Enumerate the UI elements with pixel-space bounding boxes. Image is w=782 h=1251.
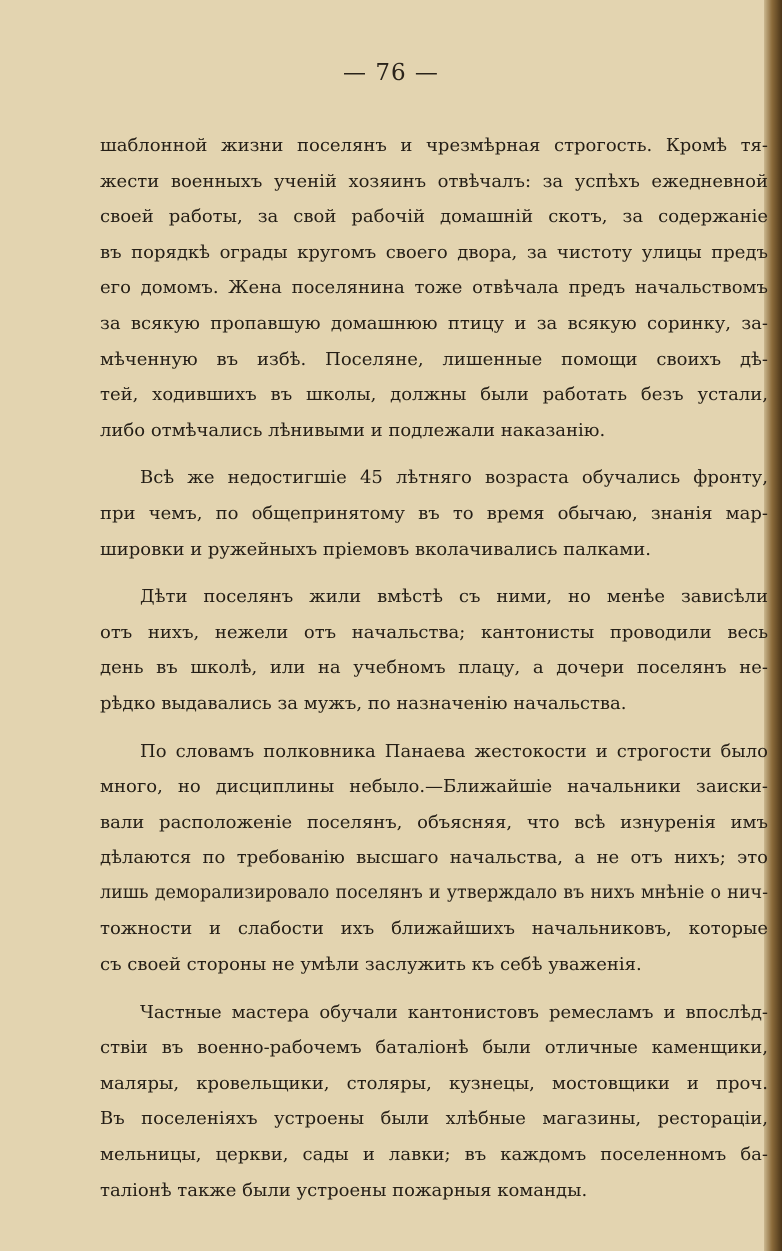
text-line: жести военныхъ ученій хозяинъ отвѣчалъ: за успѣхъ ежедневной [100,170,768,192]
text-line: рѣдко выдавались за мужъ, по назначенію начальства. [100,692,627,714]
text-line: По словамъ полковника Панаева жестокости и строгости было [140,740,768,762]
text-line: ствіи въ военно-рабочемъ баталіонѣ были отличные каменщики, [100,1037,768,1059]
text-line: Въ поселеніяхъ устроены были хлѣбные магазины, рестораціи, [100,1108,768,1130]
text-line: много, но дисциплины небыло.—Ближайшіе начальники заиски- [100,776,768,798]
paragraph-gap [100,567,768,579]
text-line: съ своей стороны не умѣли заслужить къ себѣ уваженія. [100,954,642,976]
text-line: тей, ходившихъ въ школы, должны были работать безъ устали, [100,384,768,406]
text-line: мѣченную въ избѣ. Поселяне, лишенные помощи своихъ дѣ- [100,348,768,370]
text-line: маляры, кровельщики, столяры, кузнецы, мостовщики и проч. [100,1072,768,1094]
text-line: либо отмѣчались лѣнивыми и подлежали наказанію. [100,419,606,441]
text-line: мельницы, церкви, сады и лавки; въ каждомъ поселенномъ ба- [100,1144,768,1166]
paragraph [100,579,768,721]
paragraph [100,128,768,448]
paragraph-gap [100,722,768,734]
text-line: отъ нихъ, нежели отъ начальства; кантонисты проводили весь [100,621,768,643]
text-line: своей работы, за свой рабочій домашній скотъ, за содержаніе [100,206,768,228]
text-line: дѣлаются по требованію высшаго начальства, а не отъ нихъ; это [100,847,768,869]
text-line: въ порядкѣ ограды кругомъ своего двора, за чистоту улицы предъ [100,241,768,263]
paragraph-gap [100,448,768,460]
paragraph [100,734,768,983]
text-line: шаблонной жизни поселянъ и чрезмѣрная строгость. Кромѣ тя- [100,135,768,156]
text-line: день въ школѣ, или на учебномъ плацу, а дочери поселянъ не- [100,657,768,679]
text-line: Частные мастера обучали кантонистовъ ремесламъ и впослѣд- [140,1001,768,1023]
page-body-text [100,128,768,1208]
text-line: за всякую пропавшую домашнюю птицу и за всякую соринку, за- [100,312,768,334]
paragraph [100,995,768,1209]
text-line: при чемъ, по общепринятому въ то время обычаю, знанія мар- [100,502,768,524]
text-line: тожности и слабости ихъ ближайшихъ начальниковъ, которые [100,918,768,940]
text-line: его домомъ. Жена поселянина тоже отвѣчала предъ начальствомъ [100,277,768,299]
text-line: лишь деморализировало поселянъ и утверждало въ нихъ мнѣніе о нич- [100,882,768,903]
text-line: Всѣ же недостигшіе 45 лѣтняго возраста обучались фронту, [140,467,768,489]
text-line: шировки и ружейныхъ пріемовъ вколачивались палками. [100,538,652,560]
text-line: вали расположеніе поселянъ, объясняя, что всѣ изнуренія имъ [100,811,768,833]
text-line: таліонѣ также были устроены пожарныя команды. [100,1179,588,1201]
text-line: Дѣти поселянъ жили вмѣстѣ съ ними, но менѣе зависѣли [140,586,768,608]
page-number: — 76 — [343,60,439,86]
paragraph [100,460,768,567]
paragraph-gap [100,983,768,995]
